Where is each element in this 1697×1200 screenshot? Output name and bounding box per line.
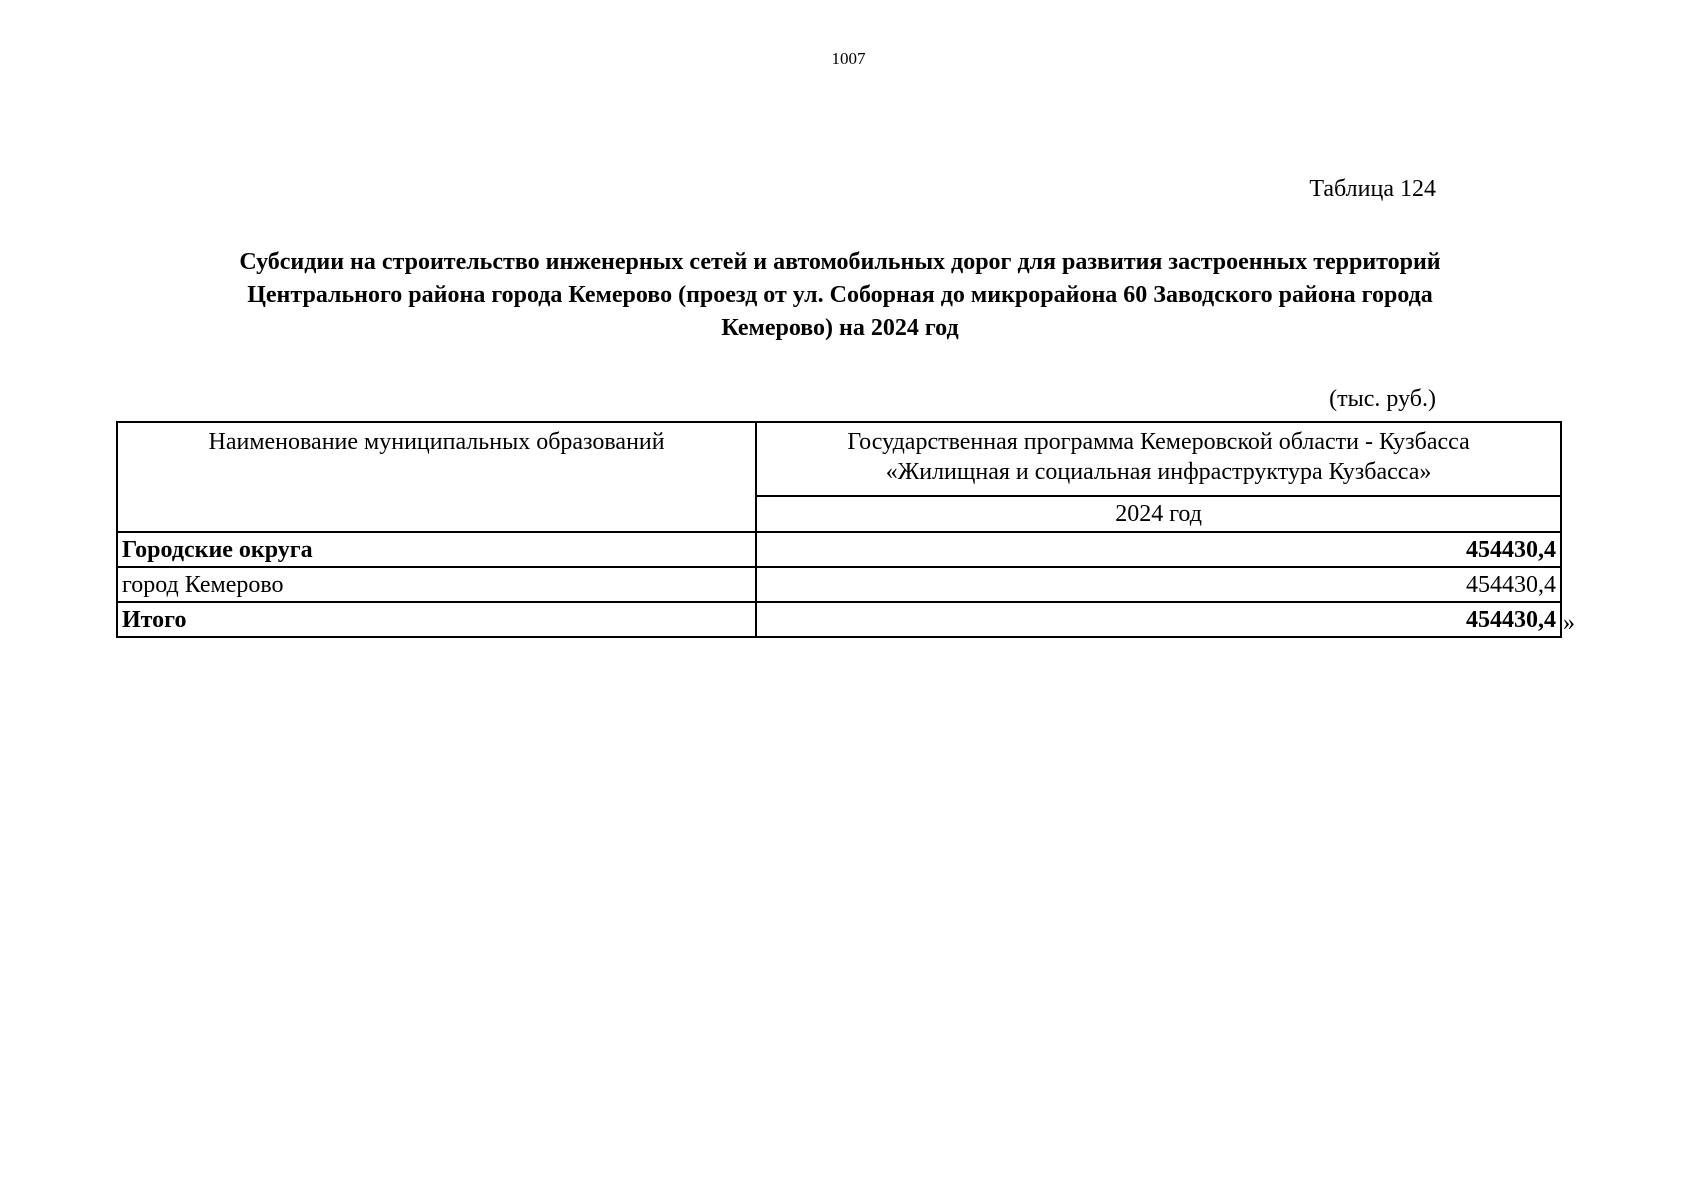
title-line-3: Кемерово) на 2024 год [721, 315, 959, 341]
row-name-total: Итого [117, 602, 756, 637]
table-header-row [117, 422, 1561, 496]
row-value-total: 454430,4 [756, 602, 1561, 637]
table-row [117, 532, 1561, 567]
row-value-kemerovo: 454430,4 [756, 567, 1561, 602]
table-label: Таблица 124 [1309, 176, 1436, 202]
document-title [150, 246, 1530, 345]
header-year: 2024 год [756, 496, 1561, 532]
units-label: (тыс. руб.) [1329, 386, 1436, 412]
header-municipality: Наименование муниципальных образований [117, 422, 756, 532]
subsidy-table [116, 421, 1562, 638]
table-row [117, 602, 1561, 637]
row-name-kemerovo: город Кемерово [117, 567, 756, 602]
page-number: 1007 [831, 49, 866, 68]
header-program-line-2: «Жилищная и социальная инфраструктура Кузбасса» [885, 459, 1432, 485]
closing-quote: » [1563, 610, 1575, 636]
row-name-urban-districts: Городские округа [117, 532, 756, 567]
title-line-2: Центрального района города Кемерово (проезд от ул. Соборная до микрорайона 60 Заводского района города [247, 282, 1433, 308]
row-value-urban-districts: 454430,4 [756, 532, 1561, 567]
header-program-line-1: Государственная программа Кемеровской области - Кузбасса [847, 429, 1470, 455]
title-line-1: Субсидии на строительство инженерных сетей и автомобильных дорог для развития застроенных территорий [239, 249, 1441, 275]
header-program [756, 422, 1561, 496]
table-row [117, 567, 1561, 602]
